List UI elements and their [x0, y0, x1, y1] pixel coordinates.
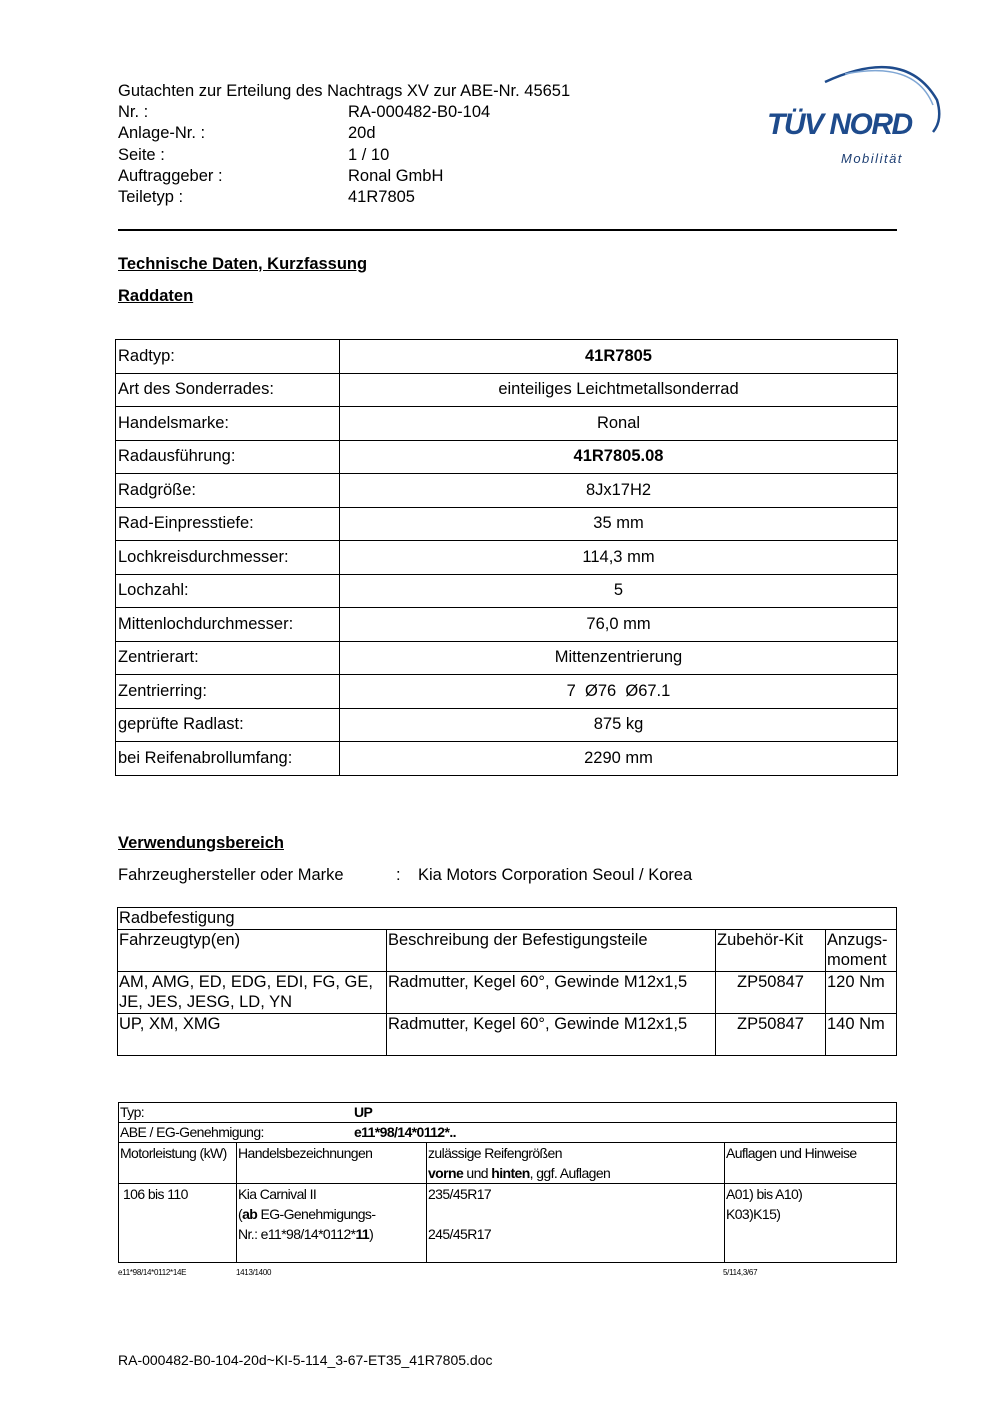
tuev-nord-logo	[765, 60, 945, 170]
table-row: bei Reifenabrollumfang: 2290 mm	[116, 742, 898, 776]
header-title: Gutachten zur Erteilung des Nachtrags XV zur ABE-Nr. 45651	[118, 82, 571, 100]
verwendung-line	[118, 866, 692, 885]
table-row: Rad-Einpresstiefe: 35 mm	[116, 507, 898, 541]
typ-footnote-1: e11*98/14*0112*14E	[118, 1268, 187, 1277]
abe-value: e11*98/14*0112*..	[354, 1124, 456, 1140]
typ-label: Typ:	[120, 1104, 145, 1120]
befestigung-table	[117, 907, 897, 1056]
manufacturer-label: Fahrzeughersteller oder Marke	[118, 866, 344, 884]
verwendung-title: Verwendungsbereich	[118, 834, 284, 852]
table-header-row: Motorleistung (kW) Handelsbezeichnungen zulässige Reifengrößen vorne und hinten, ggf. Auflagen Auflagen und Hinweise	[119, 1143, 897, 1184]
document-footer: RA-000482-B0-104-20d~KI-5-114_3-67-ET35_41R7805.doc	[118, 1352, 493, 1368]
abe-label: ABE / EG-Genehmigung:	[120, 1124, 264, 1140]
table-row	[119, 1103, 897, 1123]
typ-value: UP	[354, 1104, 373, 1120]
header-row-auftraggeber: Auftraggeber : Ronal GmbH	[118, 166, 444, 185]
typ-table	[118, 1102, 897, 1263]
table-row: Radgröße: 8Jx17H2	[116, 474, 898, 508]
table-row: Lochkreisdurchmesser: 114,3 mm	[116, 541, 898, 575]
typ-footnote-2: 1413/1400	[236, 1268, 272, 1277]
table-row: 106 bis 110 Kia Carnival II (ab EG-Genehmigungs- Nr.: e11*98/14*0112*11) 235/45R17 245/45R17 A01) bis A10) K03)K15)	[119, 1184, 897, 1263]
manufacturer-separator: :	[396, 866, 401, 884]
manufacturer-value: Kia Motors Corporation Seoul / Korea	[418, 866, 693, 884]
table-row: AM, AMG, ED, EDG, EDI, FG, GE, JE, JES, JESG, LD, YN Radmutter, Kegel 60°, Gewinde M12x1,5 ZP50847 120 Nm	[118, 971, 897, 1013]
section-title: Technische Daten, Kurzfassung	[118, 255, 368, 273]
raddaten-table	[115, 339, 898, 776]
table-row: Radtyp: 41R7805	[116, 340, 898, 374]
header-row-nr: Nr. : RA-000482-B0-104	[118, 103, 491, 122]
table-row: Lochzahl: 5	[116, 574, 898, 608]
table-header-row: Fahrzeugtyp(en) Beschreibung der Befestigungsteile Zubehör-Kit Anzugs-moment	[118, 929, 897, 971]
table-row: geprüfte Radlast: 875 kg	[116, 708, 898, 742]
typ-footnote-3: 5/114,3/67	[723, 1268, 758, 1277]
header-row-seite: Seite : 1 / 10	[118, 145, 390, 164]
table-row: Handelsmarke: Ronal	[116, 407, 898, 441]
header-row-anlage: Anlage-Nr. : 20d	[118, 124, 376, 143]
table-row: UP, XM, XMG Radmutter, Kegel 60°, Gewinde M12x1,5 ZP50847 140 Nm	[118, 1013, 897, 1055]
section-subtitle: Raddaten	[118, 287, 194, 305]
table-row: Radausführung: 41R7805.08	[116, 440, 898, 474]
table-row	[119, 1123, 897, 1143]
document-header	[118, 81, 570, 208]
table-row: Zentrierring: 7 Ø76 Ø67.1	[116, 675, 898, 709]
logo-brand: TÜV NORD	[767, 108, 912, 141]
header-divider	[118, 229, 897, 231]
table-row: Zentrierart: Mittenzentrierung	[116, 641, 898, 675]
header-row-teiletyp: Teiletyp : 41R7805	[118, 188, 415, 207]
table-row: Art des Sonderrades: einteiliges Leichtmetallsonderrad	[116, 373, 898, 407]
table-row: Radbefestigung	[118, 908, 897, 930]
logo-subtitle: Mobilität	[841, 151, 903, 166]
table-row: Mittenlochdurchmesser: 76,0 mm	[116, 608, 898, 642]
